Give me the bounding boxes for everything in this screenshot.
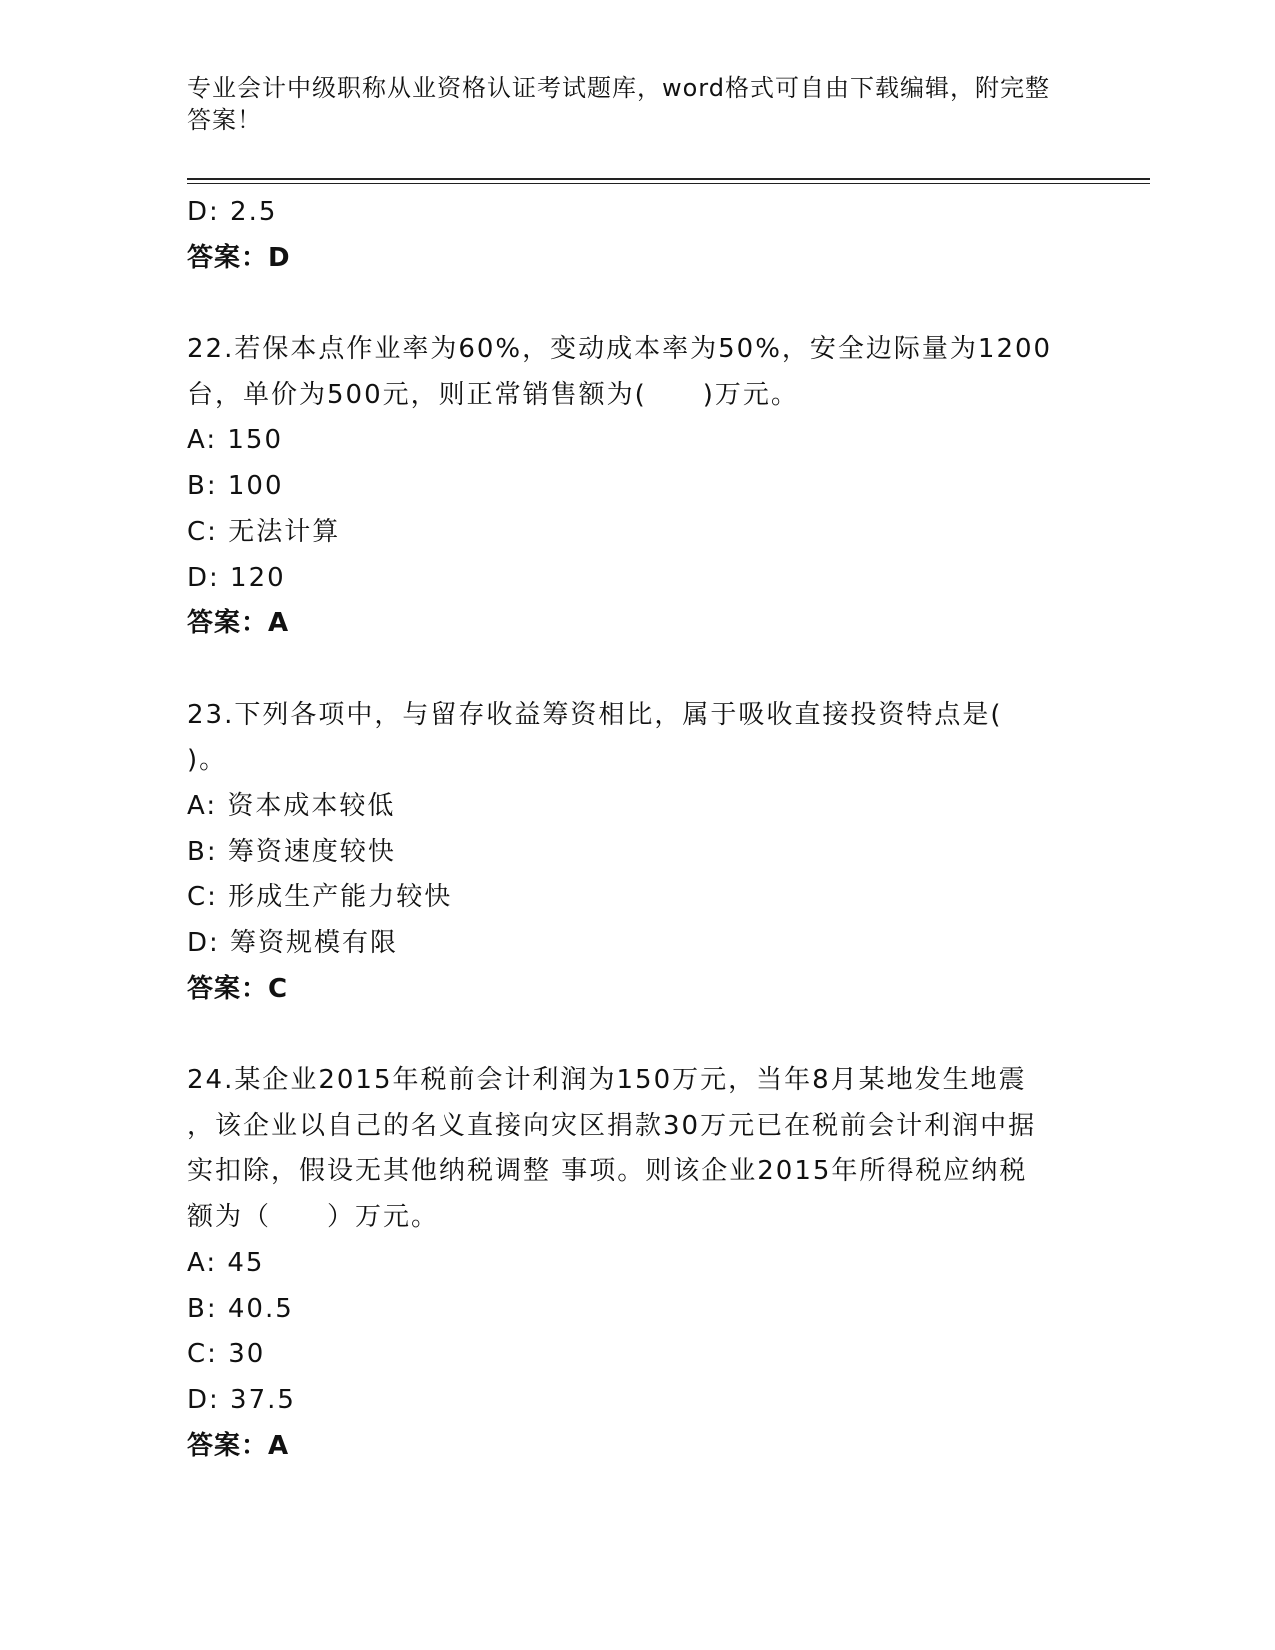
option-label: B: <box>187 471 218 502</box>
option-d <box>187 1378 1087 1424</box>
option-label: C: <box>187 516 218 547</box>
header-divider-thin <box>187 183 1150 184</box>
option-text: 30 <box>228 1339 266 1370</box>
option-text: 45 <box>227 1247 265 1278</box>
option-text: 形成生产能力较快 <box>228 882 453 913</box>
question-24 <box>187 1058 1087 1469</box>
option-text: 筹资速度较快 <box>227 836 396 867</box>
option-label: B: <box>187 836 218 867</box>
header-divider-thick <box>187 178 1150 180</box>
option-text: 2.5 <box>230 197 278 227</box>
option-a <box>187 418 1087 464</box>
option-text: 37.5 <box>230 1384 296 1415</box>
question-stem-line: )。 <box>187 745 228 776</box>
spacer <box>187 281 1087 327</box>
option-text: 150 <box>227 425 283 456</box>
option-label: C: <box>187 882 218 913</box>
option-label: D: <box>187 1384 220 1415</box>
option-a <box>187 784 1087 830</box>
question-stem-line: 台，单价为500元，则正常销售额为( )万元。 <box>187 379 799 410</box>
option-d <box>187 921 1087 967</box>
option-c <box>187 875 1087 921</box>
option-text: 无法计算 <box>228 516 341 547</box>
option-b <box>187 1287 1087 1333</box>
answer: 答案：C <box>187 973 289 1004</box>
option-label: A: <box>187 790 218 821</box>
answer: 答案：A <box>187 1430 290 1461</box>
option-b <box>187 830 1087 876</box>
spacer <box>187 1012 1087 1058</box>
option-c <box>187 510 1087 556</box>
question-stem-line: 额为（ ）万元。 <box>187 1202 440 1233</box>
option-b <box>187 464 1087 510</box>
spacer <box>187 647 1087 693</box>
option-text: 资本成本较低 <box>227 790 396 821</box>
option-label: D: <box>187 197 220 227</box>
question-stem-line: 实扣除，假设无其他纳税调整 事项。则该企业2015年所得税应纳税 <box>187 1156 1028 1187</box>
option-text: 100 <box>227 471 284 502</box>
option-label: D: <box>187 562 220 593</box>
page-header: 专业会计中级职称从业资格认证考试题库，word格式可自由下载编辑，附完整答案！ <box>187 74 1050 134</box>
option-label: A: <box>187 1247 218 1278</box>
question-stem-line: ，该企业以自己的名义直接向灾区捐款30万元已在税前会计利润中据 <box>187 1110 1037 1141</box>
question-list <box>187 190 1087 1469</box>
question-22 <box>187 327 1087 647</box>
option-text: 40.5 <box>227 1293 294 1324</box>
answer: 答案：D <box>187 242 291 273</box>
previous-question-tail <box>187 190 1087 281</box>
question-stem-line: 24.某企业2015年税前会计利润为150万元，当年8月某地发生地震 <box>187 1065 1027 1096</box>
option-a <box>187 1241 1087 1287</box>
question-stem-line: 23.下列各项中，与留存收益筹资相比，属于吸收直接投资特点是( <box>187 699 1003 730</box>
question-23 <box>187 693 1087 1013</box>
option-label: D: <box>187 928 220 958</box>
option-c <box>187 1332 1087 1378</box>
option-label: B: <box>187 1293 218 1324</box>
question-stem-line: 22.若保本点作业率为60%，变动成本率为50%，安全边际量为1200 <box>187 334 1053 365</box>
option-text: 120 <box>230 562 286 593</box>
option-label: A: <box>187 425 218 456</box>
answer: 答案：A <box>187 608 290 639</box>
option-label: C: <box>187 1339 218 1370</box>
option-d <box>187 190 1087 236</box>
option-d <box>187 556 1087 602</box>
option-text: 筹资规模有限 <box>230 928 399 958</box>
